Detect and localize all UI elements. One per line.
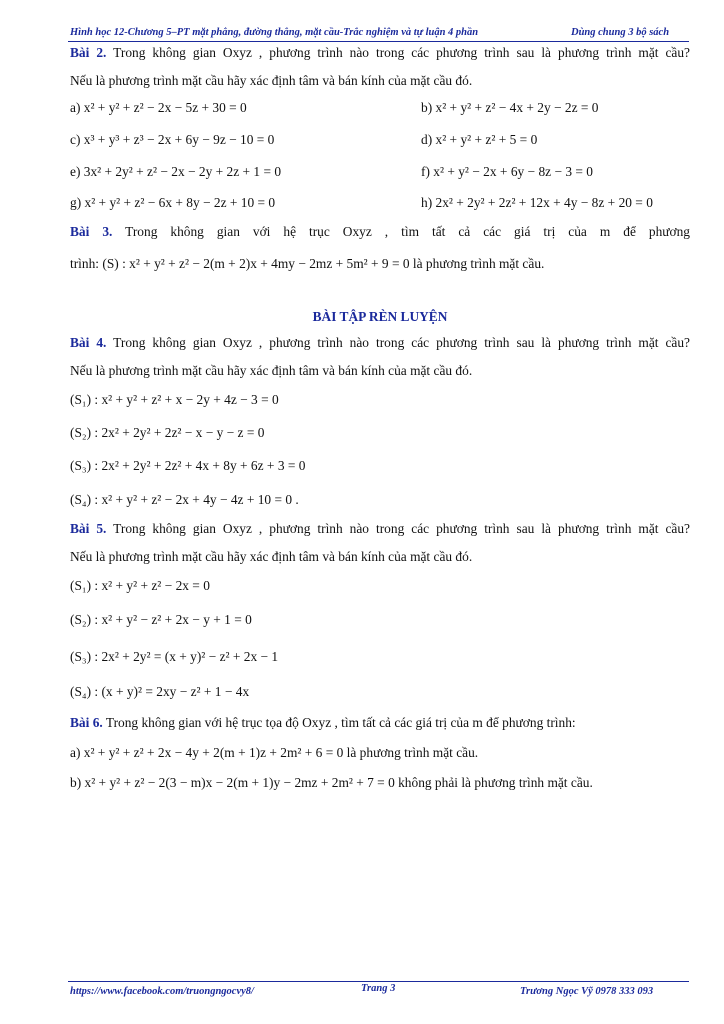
bai6-label: Bài 6. xyxy=(70,715,103,730)
bai4-line2: Nếu là phương trình mặt cầu hãy xác định tâm và bán kính của mặt cầu đó. xyxy=(70,363,473,378)
bai2-label: Bài 2. xyxy=(70,45,107,60)
header-right: Dùng chung 3 bộ sách xyxy=(571,27,670,38)
bai5-intro xyxy=(70,521,690,536)
bai2-option-g: g) x² + y² + z² − 6x + 8y − 2z + 10 = 0 xyxy=(70,195,276,210)
bai4-eq-s2: (S₂) : 2x² + 2y² + 2z² − x − y − z = 0 xyxy=(70,425,265,440)
bai5-eq-s3: (S₃) : 2x² + 2y² = (x + y)² − z² + 2x − 1 xyxy=(70,649,279,664)
header-divider xyxy=(68,41,689,42)
page-number: Trang 3 xyxy=(361,983,396,994)
bai2-line2: Nếu là phương trình mặt cầu hãy xác định tâm và bán kính của mặt cầu đó. xyxy=(70,73,473,88)
section-title: BÀI TẬP RÈN LUYỆN xyxy=(312,309,448,324)
bai2-option-e: e) 3x² + 2y² + z² − 2x − 2y + 2z + 1 = 0 xyxy=(70,164,282,179)
bai6-line1: Trong không gian với hệ trục tọa độ Oxyz , tìm tất cả các giá trị của m để phương trình: xyxy=(105,715,576,730)
bai2-intro xyxy=(70,45,690,60)
bai3-label: Bài 3. xyxy=(70,224,113,239)
bai2-option-f: f) x² + y² − 2x + 6y − 8z − 3 = 0 xyxy=(421,164,593,179)
bai5-line1: Trong không gian Oxyz , phương trình nào trong các phương trình sau là phương trình mặt cầu? xyxy=(113,521,690,536)
bai2-option-h: h) 2x² + 2y² + 2z² + 12x + 4y − 8z + 20 = 0 xyxy=(421,195,653,210)
footer-facebook-link[interactable]: https://www.facebook.com/truongngocvy8/ xyxy=(70,986,254,997)
bai6-part-a: a) x² + y² + z² + 2x − 4y + 2(m + 1)z + 2m² + 6 = 0 là phương trình mặt cầu. xyxy=(70,745,479,760)
bai5-line2: Nếu là phương trình mặt cầu hãy xác định tâm và bán kính của mặt cầu đó. xyxy=(70,549,473,564)
bai2-option-c: c) x³ + y³ + z³ − 2x + 6y − 9z − 10 = 0 xyxy=(70,132,275,147)
bai3-intro xyxy=(70,224,690,239)
bai5-eq-s4: (S₄) : (x + y)² = 2xy − z² + 1 − 4x xyxy=(70,684,250,699)
bai4-eq-s3: (S₃) : 2x² + 2y² + 2z² + 4x + 8y + 6z + 3 = 0 xyxy=(70,458,306,473)
bai2-option-b: b) x² + y² + z² − 4x + 2y − 2z = 0 xyxy=(421,100,599,115)
bai5-eq-s1: (S₁) : x² + y² + z² − 2x = 0 xyxy=(70,578,210,593)
bai6-part-b: b) x² + y² + z² − 2(3 − m)x − 2(m + 1)y − 2mz + 2m² + 7 = 0 không phải là phương trình mặt cầu. xyxy=(70,775,593,790)
header-left: Hình học 12-Chương 5–PT mặt phẳng, đường thẳng, mặt cầu-Trắc nghiệm và tự luận 4 phần xyxy=(70,27,479,38)
bai2-line1: Trong không gian Oxyz , phương trình nào trong các phương trình sau là phương trình mặt cầu? xyxy=(113,45,690,60)
bai5-eq-s2: (S₂) : x² + y² − z² + 2x − y + 1 = 0 xyxy=(70,612,252,627)
bai4-eq-s4: (S₄) : x² + y² + z² − 2x + 4y − 4z + 10 = 0 . xyxy=(70,492,299,507)
footer-author: Trương Ngọc Vỹ 0978 333 093 xyxy=(520,986,654,997)
bai2-option-a: a) x² + y² + z² − 2x − 5z + 30 = 0 xyxy=(70,100,247,115)
bai6-intro xyxy=(70,715,576,730)
bai3-line1: Trong không gian với hệ trục Oxyz , tìm tất cả các giá trị của m để phương xyxy=(125,224,690,239)
bai4-eq-s1: (S₁) : x² + y² + z² + x − 2y + 4z − 3 = 0 xyxy=(70,392,279,407)
footer-divider xyxy=(68,981,689,982)
bai2-option-d: d) x² + y² + z² + 5 = 0 xyxy=(421,132,538,147)
bai4-line1: Trong không gian Oxyz , phương trình nào trong các phương trình sau là phương trình mặt cầu? xyxy=(113,335,690,350)
bai4-intro xyxy=(70,335,690,350)
bai3-line2: trình: (S) : x² + y² + z² − 2(m + 2)x + 4my − 2mz + 5m² + 9 = 0 là phương trình mặt cầu. xyxy=(70,256,545,271)
bai5-label: Bài 5. xyxy=(70,521,107,536)
bai4-label: Bài 4. xyxy=(70,335,107,350)
